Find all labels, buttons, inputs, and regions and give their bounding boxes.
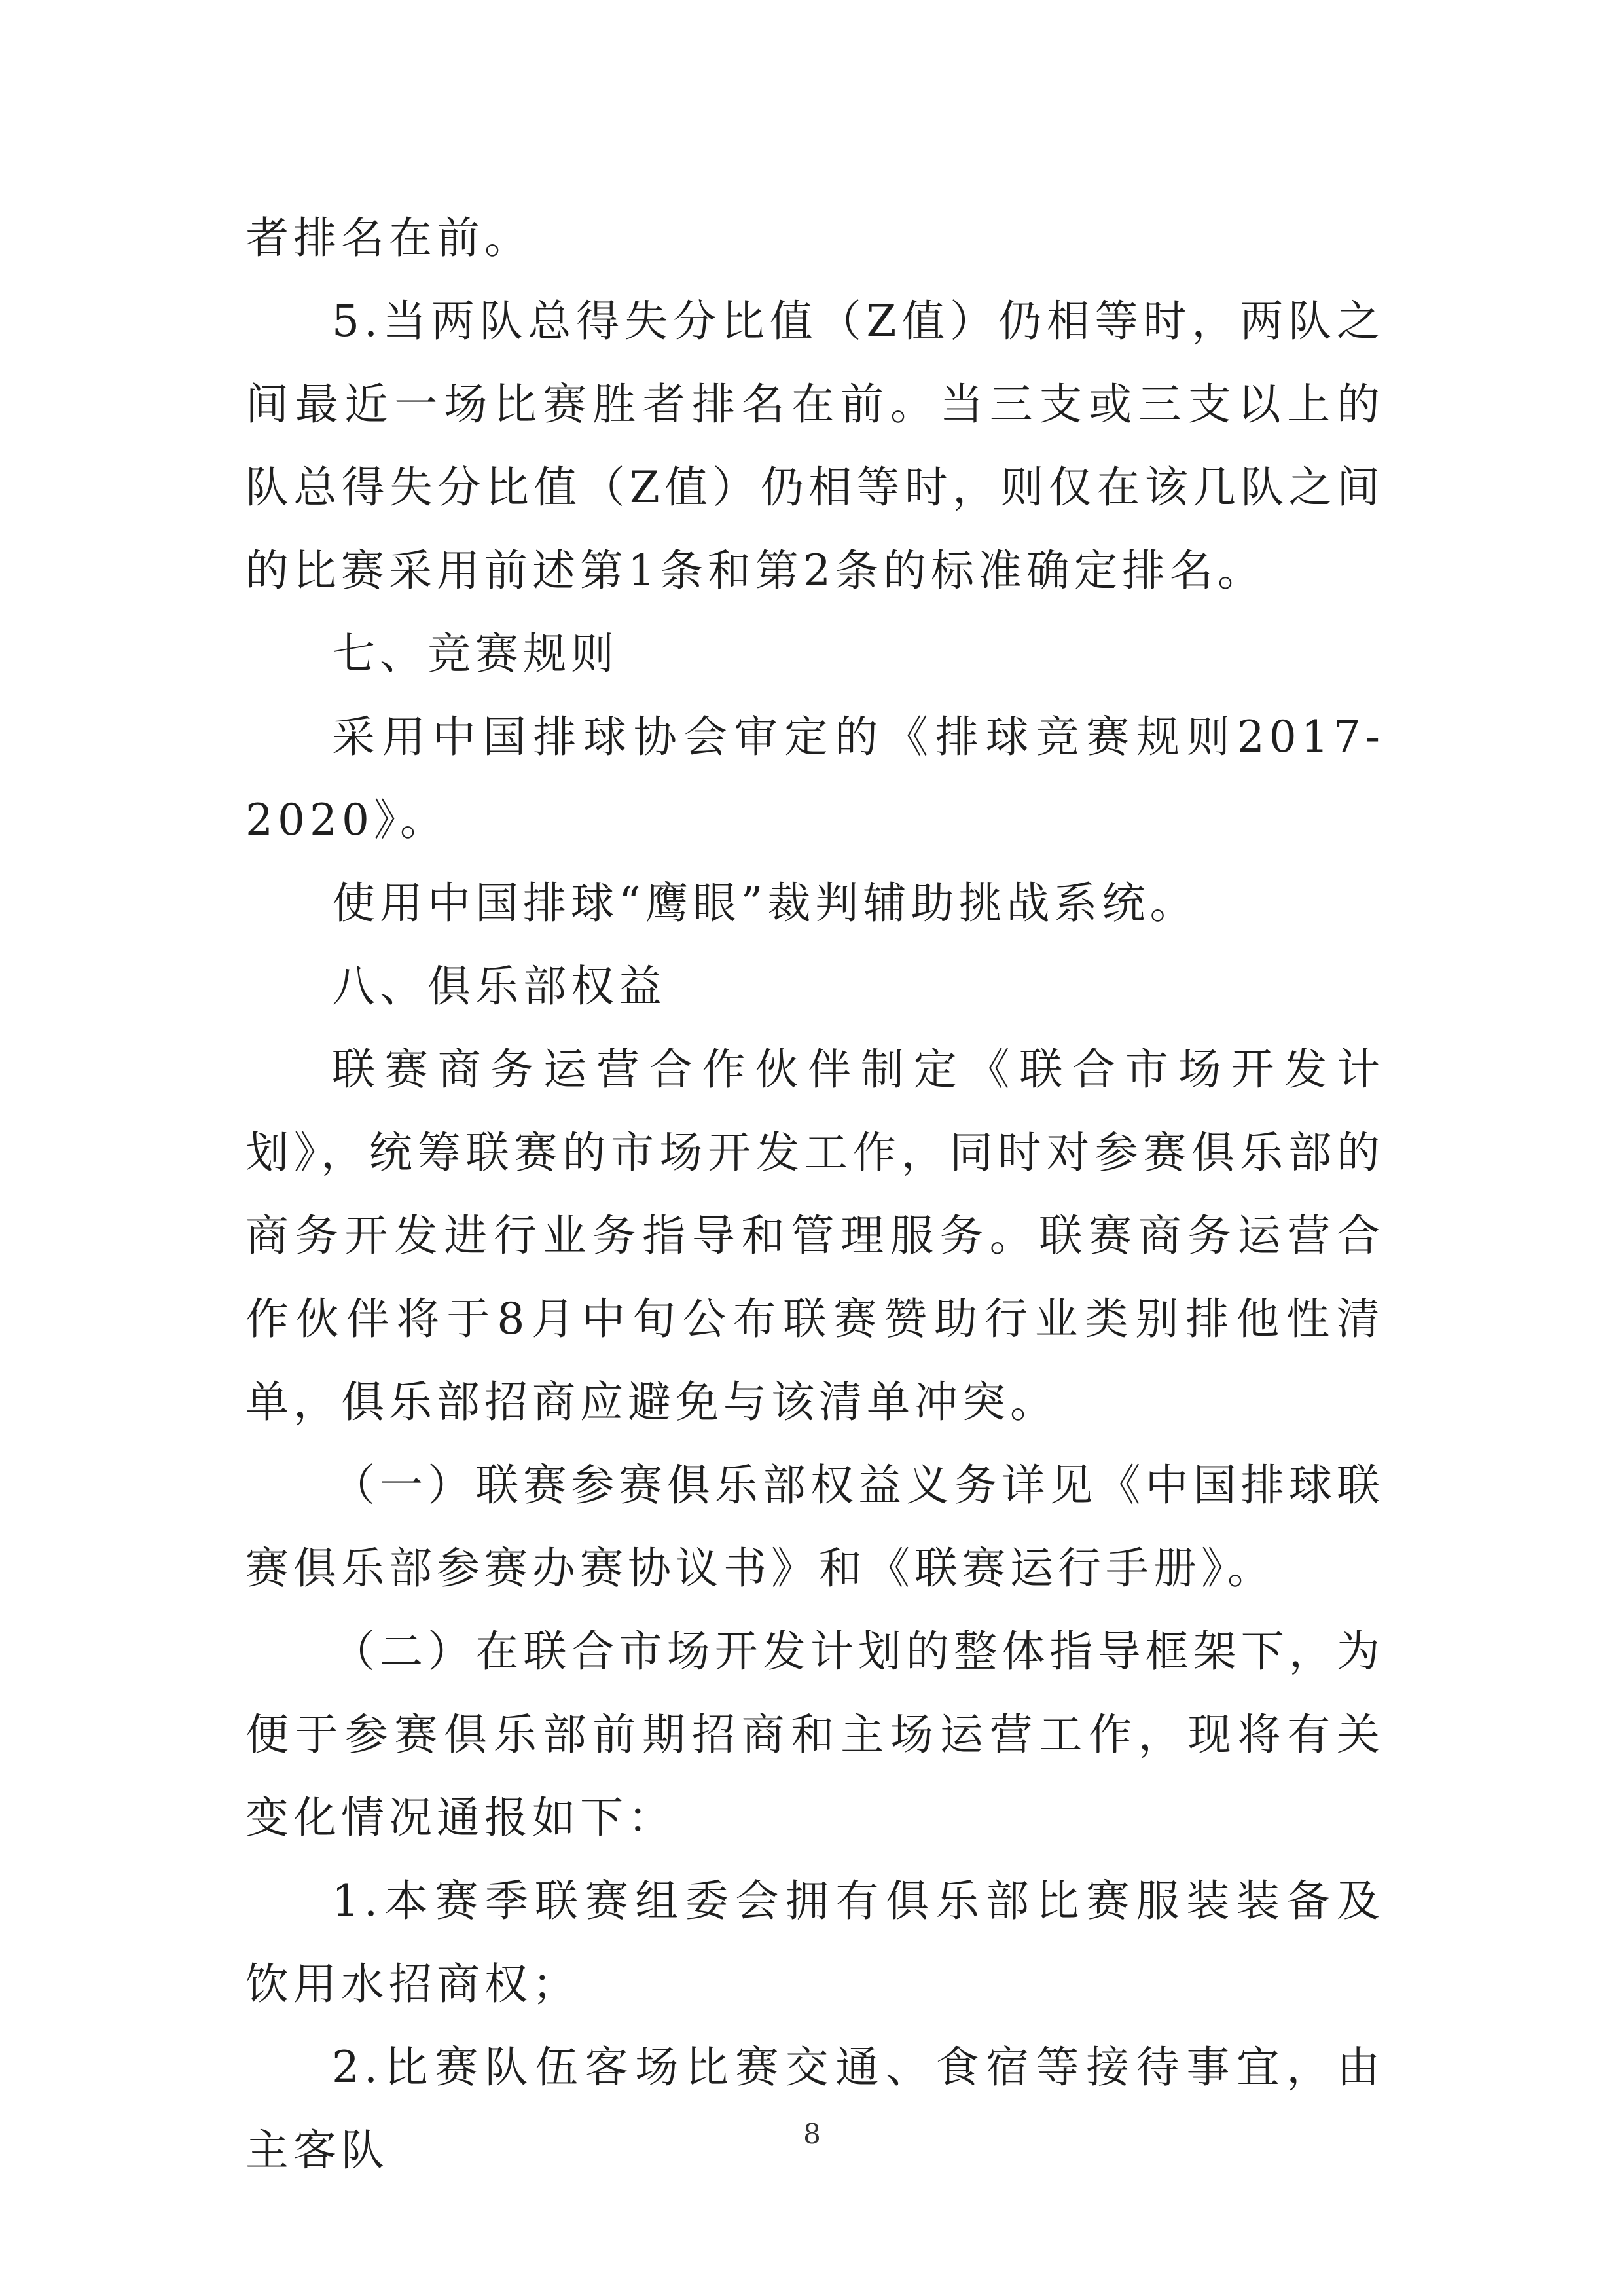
paragraph-subitem-1: 1.本赛季联赛组委会拥有俱乐部比赛服装装备及饮用水招商权； [245,1876,1384,2009]
paragraph-market-plan: 联赛商务运营合作伙伴制定《联合市场开发计划》，统筹联赛的市场开发工作，同时对参赛俱乐部的商务开发进行业务指导和管理服务。联赛商务运营合作伙伴将于8月中旬公布联赛赞助行业类别排他性清单，俱乐部招商应避免与该清单冲突。 [245,1044,1384,1427]
paragraph-item-1: （一）联赛参赛俱乐部权益义务详见《中国排球联赛俱乐部参赛办赛协议书》和《联赛运行手册》。 [245,1460,1384,1594]
paragraph-item-2: （二）在联合市场开发计划的整体指导框架下，为便于参赛俱乐部前期招商和主场运营工作，现将有关变化情况通报如下： [245,1626,1384,1843]
page-number: 8 [803,2118,821,2150]
paragraph-hawk-eye: 使用中国排球“鹰眼”裁判辅助挑战系统。 [332,878,1198,928]
paragraph-rules-adopted: 采用中国排球协会审定的《排球竞赛规则2017-2020》。 [245,712,1384,845]
paragraph-continuation: 者排名在前。 [245,213,532,263]
section-heading-competition-rules: 七、竞赛规则 [332,629,619,679]
section-heading-club-rights: 八、俱乐部权益 [332,961,666,1011]
paragraph-subitem-2: 2.比赛队伍客场比赛交通、食宿等接待事宜，由主客队 [245,2042,1384,2176]
paragraph-rule-5: 5.当两队总得失分比值（Z值）仍相等时，两队之间最近一场比赛胜者排名在前。当三支或三支以上的队总得失分比值（Z值）仍相等时，则仅在该几队之间的比赛采用前述第1条和第2条的标准确定排名。 [245,296,1384,596]
document-body [245,196,1384,2192]
